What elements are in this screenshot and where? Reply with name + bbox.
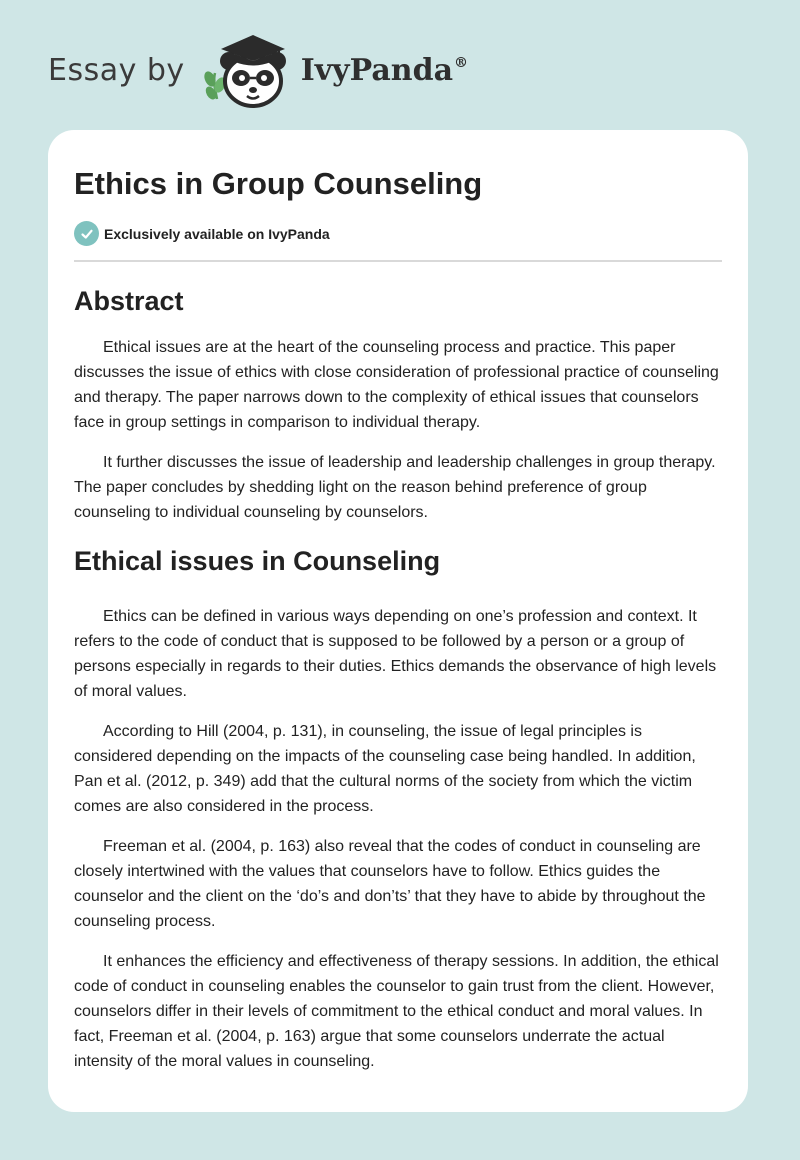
registered-mark: ® [454, 54, 469, 71]
paragraph: It enhances the efficiency and effectiveness of therapy sessions. In addition, the ethical code of conduct in counseling enables the counselor to gain trust from the client. However, counselors differ in their levels of commitment to the ethical conduct and moral values. In fact, Freeman et al. (2004, p. 163) argue that some counselors underrate the actual intensity of the moral values in counseling. [74, 953, 719, 1070]
essay-by-label: Essay by [48, 52, 185, 88]
panda-logo-icon[interactable] [199, 29, 295, 111]
paragraph: Ethics can be defined in various ways depending on one’s profession and context. It refers to the code of conduct that is supposed to be followed by a person or a group of persons especially in regards to their duties. Ethics demands the observance of high levels of moral values. [74, 608, 717, 700]
brand-name[interactable] [301, 53, 468, 88]
paragraph: Freeman et al. (2004, p. 163) also reveal that the codes of conduct in counseling are closely intertwined with the values that counselors have to follow. Ethics guides the counselor and the client on the ‘do’s and don’ts’ that they have to abide by throughout the counseling process. [74, 838, 706, 930]
exclusive-badge-text: Exclusively available on IvyPanda [104, 225, 330, 242]
exclusive-badge [74, 221, 722, 262]
paragraph: According to Hill (2004, p. 131), in counseling, the issue of legal principles is considered depending on the impacts of the counseling case being handled. In addition, Pan et al. (2012, p. 349) add that the cultural norms of the society from which the victim comes are also considered in the process. [74, 723, 696, 815]
section-heading-abstract: Abstract [74, 286, 184, 316]
site-header [48, 30, 468, 110]
check-circle-icon [74, 221, 99, 246]
brand-name-text: IvyPanda [300, 52, 454, 88]
article-card [48, 130, 748, 1112]
article-title: Ethics in Group Counseling [74, 166, 483, 201]
paragraph: Ethical issues are at the heart of the counseling process and practice. This paper discusses the issue of ethics with close consideration of professional practice of counseling and therapy. The paper narrows down to the complexity of ethical issues that counselors face in group settings in comparison to individual therapy. [74, 339, 719, 431]
paragraph: It further discusses the issue of leadership and leadership challenges in group therapy. The paper concludes by shedding light on the reason behind preference of group counseling to individual counseling by counselors. [74, 454, 716, 521]
section-heading-ethical-issues: Ethical issues in Counseling [74, 546, 441, 576]
